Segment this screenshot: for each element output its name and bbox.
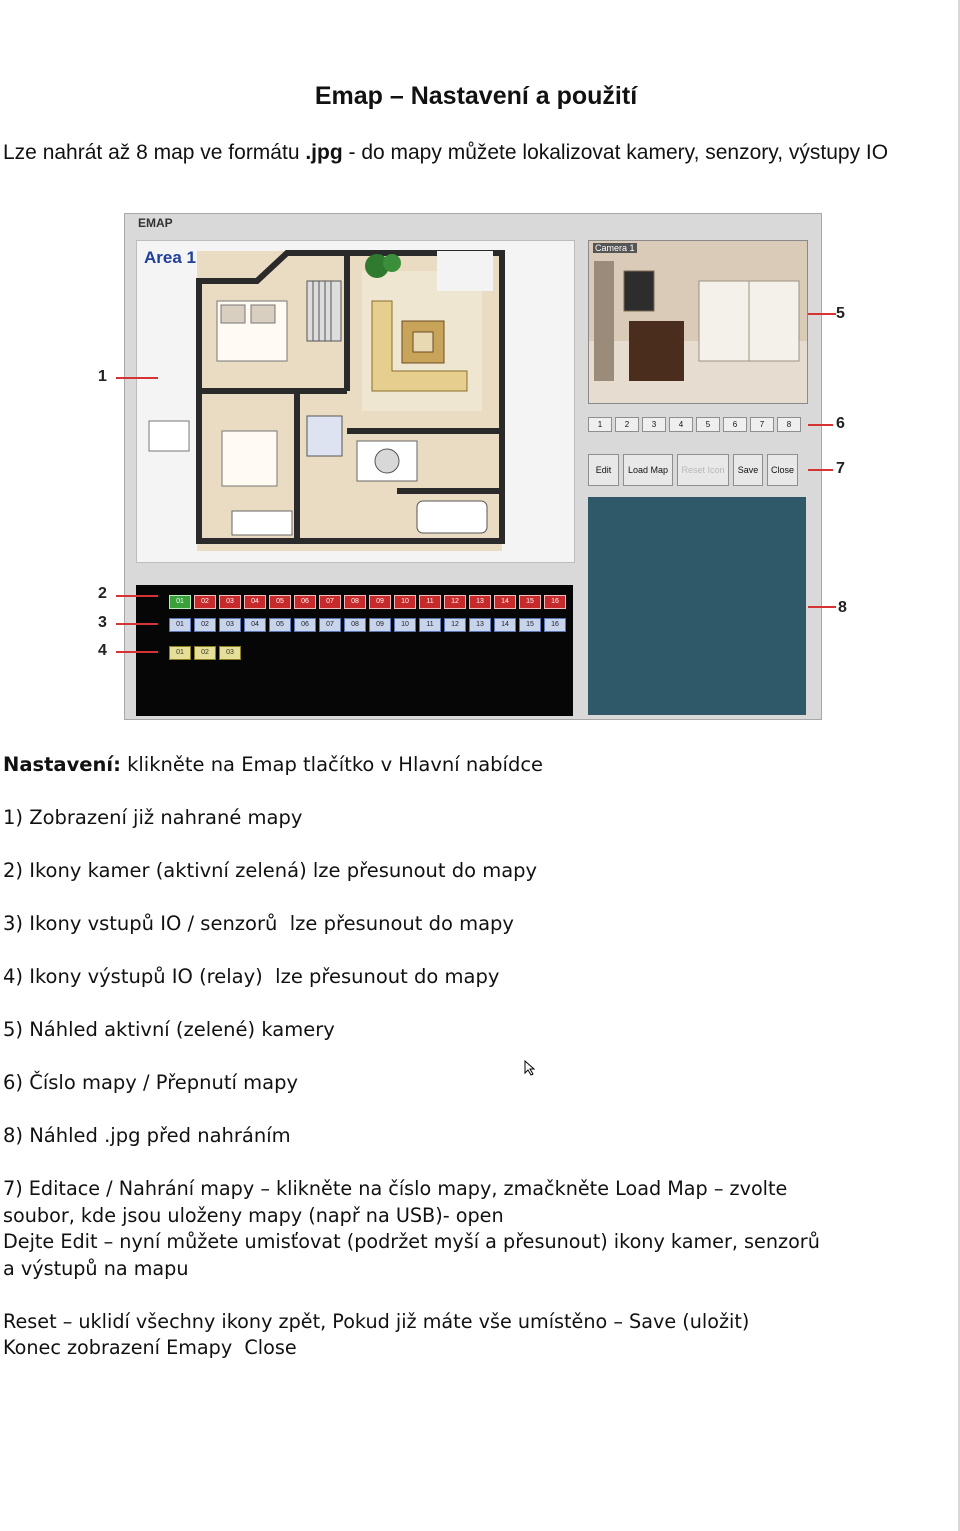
callout-number: 1 [98,368,107,385]
intro-format-bold: .jpg [305,141,343,164]
sensor-icon[interactable]: 03 [219,618,241,632]
sensor-icon[interactable]: 09 [369,618,391,632]
setup-label: Nastavení: [3,753,121,776]
icon-tray [136,585,573,716]
map-number-button[interactable]: 7 [750,417,774,432]
map-number-button[interactable]: 1 [588,417,612,432]
emap-screenshot [124,213,822,720]
sensor-icon[interactable]: 01 [169,618,191,632]
sensor-icon[interactable]: 13 [469,618,491,632]
footer-line: Konec zobrazení Emapy Close [3,1336,297,1359]
map-number-button[interactable]: 5 [696,417,720,432]
map-number-row [588,417,801,432]
list-item: 8) Náhled .jpg před nahráním [3,1124,291,1147]
camera-icon[interactable]: 11 [419,595,441,609]
camera-icon[interactable]: 07 [319,595,341,609]
map-number-button[interactable]: 3 [642,417,666,432]
io-sensor-icon-row [169,618,566,632]
relay-icon[interactable]: 03 [219,646,241,660]
camera-icon[interactable]: 12 [444,595,466,609]
camera-preview[interactable] [588,240,808,404]
list-item: 3) Ikony vstupů IO / senzorů lze přesunout do mapy [3,912,514,935]
sensor-icon[interactable]: 05 [269,618,291,632]
camera-icon[interactable]: 04 [244,595,266,609]
callout-number: 7 [836,460,845,477]
callout-number: 6 [836,415,845,432]
setup-paragraph [3,752,543,779]
page-title: Emap – Nastavení a použití [314,82,638,110]
sensor-icon[interactable]: 07 [319,618,341,632]
room-preview-image [589,241,807,403]
list-item: 6) Číslo mapy / Přepnutí mapy [3,1071,299,1094]
floor-plan-drawing [137,241,574,562]
setup-text: klikněte na Emap tlačítko v Hlavní nabídce [120,753,544,776]
jpg-preview-panel [588,497,806,715]
sensor-icon[interactable]: 16 [544,618,566,632]
map-number-button[interactable]: 8 [777,417,801,432]
camera-icon[interactable]: 08 [344,595,366,609]
callout-line [808,424,833,426]
callout-line [808,469,833,471]
area-label: Area 1 [144,248,196,267]
list-item: 4) Ikony výstupů IO (relay) lze přesunout do mapy [3,965,500,988]
mouse-cursor-icon [524,1060,536,1076]
callout-number: 3 [98,614,107,631]
item7-line: soubor, kde jsou uloženy mapy (např na USB)- open [3,1204,504,1227]
camera-label: Camera 1 [595,243,635,253]
map-number-button[interactable]: 4 [669,417,693,432]
reset-icon-button[interactable]: Reset Icon [677,454,729,486]
map-number-button[interactable]: 6 [723,417,747,432]
camera-icon[interactable]: 05 [269,595,291,609]
relay-icon-row [169,646,241,660]
sensor-icon[interactable]: 12 [444,618,466,632]
callout-number: 8 [838,599,847,616]
sensor-icon[interactable]: 04 [244,618,266,632]
list-item: 5) Náhled aktivní (zelené) kamery [3,1018,335,1041]
camera-icon[interactable]: 09 [369,595,391,609]
load-map-button[interactable]: Load Map [623,454,673,486]
edit-button-row [588,454,798,486]
sensor-icon[interactable]: 10 [394,618,416,632]
map-number-button[interactable]: 2 [615,417,639,432]
camera-icon[interactable]: 02 [194,595,216,609]
close-button[interactable]: Close [767,454,798,486]
sensor-icon[interactable]: 11 [419,618,441,632]
camera-icon-row [169,595,566,609]
callout-line [116,377,158,379]
callout-line [116,623,158,625]
sensor-icon[interactable]: 15 [519,618,541,632]
callout-line [808,313,836,315]
camera-icon[interactable]: 13 [469,595,491,609]
item7-line: a výstupů na mapu [3,1257,189,1280]
camera-icon[interactable]: 16 [544,595,566,609]
relay-icon[interactable]: 01 [169,646,191,660]
camera-icon[interactable]: 03 [219,595,241,609]
emap-window-title: EMAP [138,216,173,230]
callout-number: 5 [836,305,845,322]
sensor-icon[interactable]: 14 [494,618,516,632]
relay-icon[interactable]: 02 [194,646,216,660]
sensor-icon[interactable]: 06 [294,618,316,632]
item7-line: Dejte Edit – nyní můžete umisťovat (podržet myší a přesunout) ikony kamer, senzorů [3,1230,820,1253]
intro-text-start: Lze nahrát až 8 map ve formátu [3,141,306,164]
camera-icon[interactable]: 10 [394,595,416,609]
list-item: 2) Ikony kamer (aktivní zelená) lze přesunout do mapy [3,859,538,882]
callout-number: 2 [98,585,107,602]
callout-number: 4 [98,642,107,659]
camera-icon[interactable]: 14 [494,595,516,609]
camera-icon[interactable]: 01 [169,595,191,609]
callout-line [808,606,836,608]
footer-line: Reset – uklidí všechny ikony zpět, Pokud již máte vše umístěno – Save (uložit) [3,1310,750,1333]
floor-plan-map[interactable] [136,240,575,563]
intro-text-end: - do mapy můžete lokalizovat kamery, senzory, výstupy IO [342,141,889,164]
sensor-icon[interactable]: 08 [344,618,366,632]
camera-icon[interactable]: 15 [519,595,541,609]
sensor-icon[interactable]: 02 [194,618,216,632]
callout-line [116,595,158,597]
save-button[interactable]: Save [733,454,763,486]
item7-line: 7) Editace / Nahrání mapy – klikněte na číslo mapy, zmačkněte Load Map – zvolte [3,1177,788,1200]
camera-icon[interactable]: 06 [294,595,316,609]
callout-line [116,651,158,653]
list-item: 1) Zobrazení již nahrané mapy [3,806,303,829]
edit-button[interactable]: Edit [588,454,619,486]
intro-paragraph [3,139,948,166]
